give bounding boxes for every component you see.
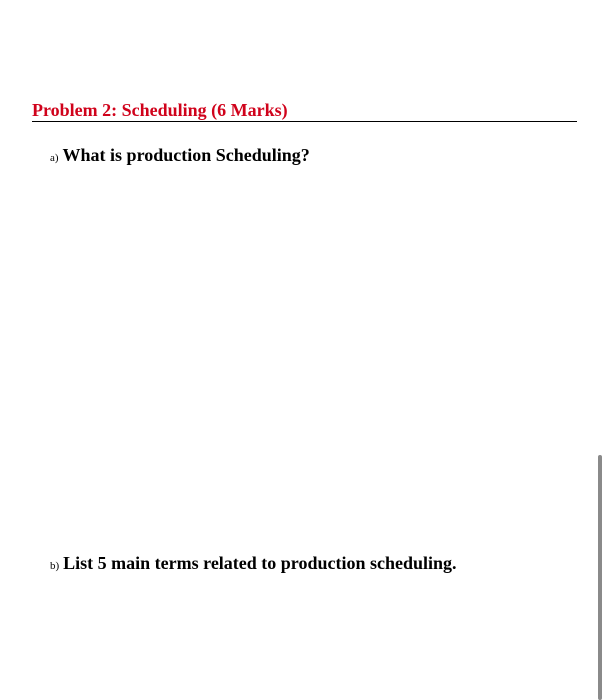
- question-b-marker: b): [50, 560, 60, 572]
- question-b: [50, 552, 457, 577]
- problem-heading: [32, 99, 577, 122]
- question-a-marker: a): [50, 152, 59, 164]
- question-a: [50, 144, 310, 169]
- problem-title: Problem 2: Scheduling (6 Marks): [32, 100, 288, 120]
- vertical-scrollbar[interactable]: [598, 455, 602, 700]
- question-b-text: List 5 main terms related to production scheduling.: [63, 553, 457, 573]
- question-a-text: What is production Scheduling?: [62, 145, 310, 165]
